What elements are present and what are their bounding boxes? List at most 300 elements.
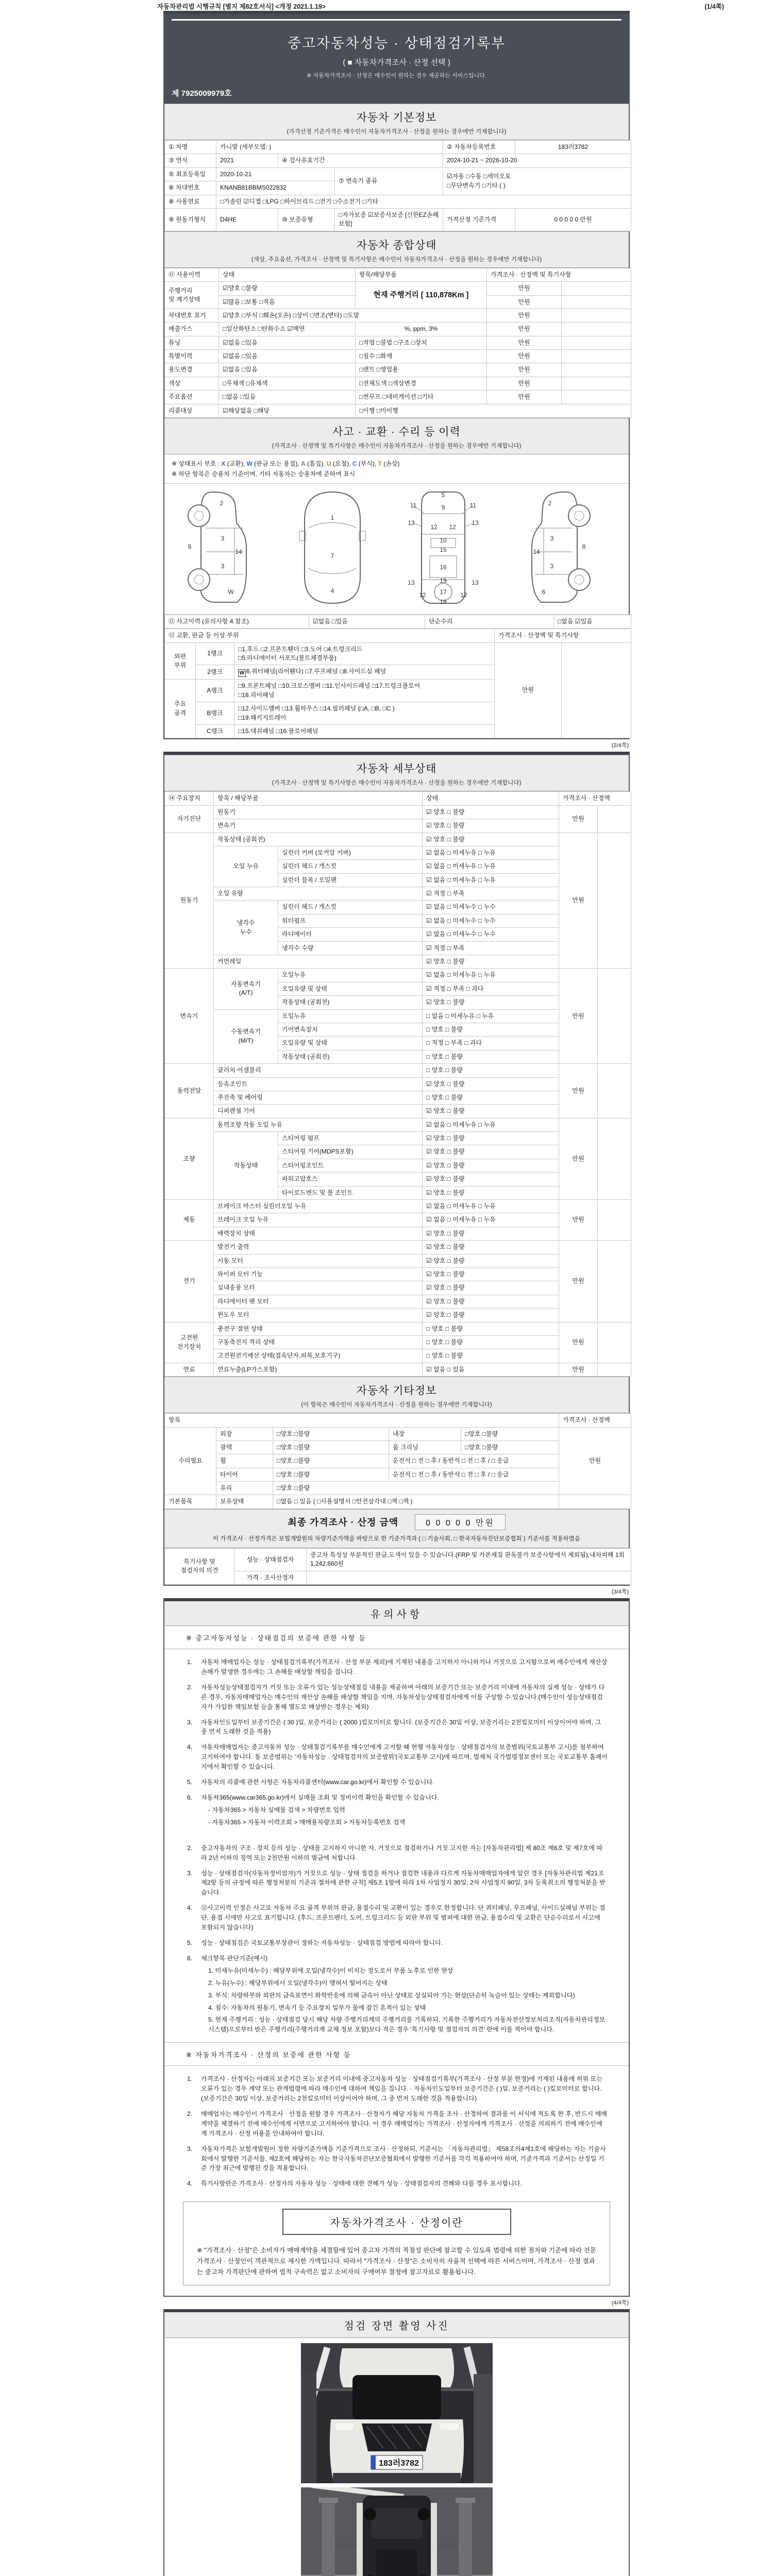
cell: 0 0 0 0 0 만원 <box>515 208 631 231</box>
plate-number: 183러3782 <box>515 141 631 154</box>
overall-table-mount <box>164 268 629 418</box>
cell: 가격조사 · 산정액 및 특기사항 <box>495 629 631 642</box>
cell: ⑭ 주요장치 <box>165 792 214 805</box>
check-cell: □ 양호 □ 불량 <box>423 1023 559 1036</box>
cell: 연료 <box>165 1363 214 1376</box>
cell: 오일누유 <box>278 969 423 982</box>
price-appraisal-definition-box <box>183 2201 610 2285</box>
diagram-label-12: 12 <box>448 523 456 531</box>
cell: 배력장치 상태 <box>214 1227 423 1240</box>
cell: 2024-10-21 ~ 2026-10-20 <box>443 154 631 167</box>
legend-segment: (판금 또는 용접), <box>252 460 301 468</box>
check-cell: ☑양호 □불량 <box>219 282 356 295</box>
check-cell: □침수 □화재 <box>356 350 487 363</box>
check-cell: □양호 □불량 <box>461 1440 559 1454</box>
check-cell: 운전석 □ 전 □ 후 / 동반석 □ 전 □ 후 / □ 응급 <box>389 1454 559 1468</box>
cell: 타이어 <box>216 1468 273 1481</box>
vin-value: KNANB81BBMS022832 <box>216 181 335 195</box>
notice-item-number: 4. <box>187 1743 193 1751</box>
cell: 실린더 커버 (로커암 커버) <box>278 846 423 859</box>
legend-segment: ※ 상태표시 부호 : <box>172 460 222 468</box>
check-cell: ☑없음 □있음 <box>309 615 425 628</box>
check-cell: ☑ 없음 □ 미세누수 □ 누수 <box>423 928 559 941</box>
diagram-label-11: 11 <box>410 501 416 509</box>
price-cell: 만원 <box>487 377 562 390</box>
cell: 상태 <box>423 792 559 805</box>
page2-box <box>163 752 630 1586</box>
notice-title: 유의사항 <box>164 1601 629 1626</box>
check-cell: ☑ 양호 □ 불량 <box>423 1186 559 1199</box>
cell: 구동축전지 격리 상태 <box>214 1335 423 1349</box>
panel-rank-table <box>164 629 631 738</box>
cell: 디퍼렌셜 기어 <box>214 1105 423 1118</box>
accident-history-table-mount <box>164 615 629 629</box>
cell: 항목 <box>165 1414 559 1427</box>
cell: 리콜대상 <box>165 404 219 417</box>
cell: 자기진단 <box>165 805 214 833</box>
notice-item-text: 매매업자는 매수인이 가격조사 · 산정을 원할 경우 가격조사 · 산정자가 해당 자동차 가격을 조사 · 산정하여 결과를 이 서식에 적도록 한 후, 반드시 매매계약을 체결하기 전에 매수인에게 서면으로 고지하여야 합니다. 이 경우 매매업자는 가격조사 · 산정자에게 가격조사 · 산정을 의뢰하기 전에 매수인에게 가격조사 · 산정 비용을 안내하여야 합니다. <box>201 2110 608 2137</box>
etc-table-mount <box>164 1413 629 1509</box>
cell <box>562 377 631 390</box>
diagram-label-8: 8 <box>582 543 585 550</box>
notice-item-text: 특기사항란은 가격조사 · 산정자의 자동차 성능 · 상태에 대한 견해가 성능 · 상태점검자의 견해와 다를 경우 표시합니다. <box>201 2180 523 2188</box>
cell: 스티어링 펌프 <box>278 1132 423 1145</box>
table-row <box>165 154 631 167</box>
diagram-label-14: 14 <box>532 548 540 555</box>
cell: 변속기 <box>214 819 423 833</box>
cell: 실린더 헤드 / 개스킷 <box>278 901 423 914</box>
cell: 보유상태 <box>216 1495 273 1509</box>
header-rule <box>172 19 621 21</box>
check-cell: □양호 □불량 <box>273 1440 389 1454</box>
cell: 주요 골격 <box>165 680 196 738</box>
diagram-label-13: 13 <box>471 519 479 527</box>
price-cell: 만원 <box>487 282 562 295</box>
cell: 가격조사 · 산정액 및 특기사항 <box>487 268 631 281</box>
cell: A랭크 <box>196 680 234 702</box>
notice-item-text: 중고자동차의 구조 · 장치 등의 성능 · 상태를 고지하지 아니한 자, 거짓으로 점검하거나 거짓 고지한 자는 [자동차관리법] 제 80조 제6호 및 제7호에 따라 2년 이하의 징역 또는 2천만원 이하의 벌금에 처합니다. <box>201 1844 603 1861</box>
cell: ⑬ 교환, 판금 등 이상 부위 <box>165 629 495 642</box>
cell: 상태 <box>219 268 356 281</box>
check-cell: ☑ 없음 □ 미세누수 □ 누수 <box>423 914 559 927</box>
cell: 등속조인트 <box>214 1077 423 1091</box>
cell: 2021 <box>216 154 278 167</box>
cell: 원동기 <box>214 805 423 819</box>
inspector-opinion-table <box>164 1548 631 1585</box>
price-cell: 만원 <box>559 1241 598 1322</box>
car-side-right-outline <box>532 492 590 602</box>
notice-intro-1: ※ 중고자동차성능 · 상태점검의 보증에 관한 사항 등 <box>164 1626 629 1649</box>
cell: 라디에이터 <box>278 928 423 941</box>
check-cell: □무채색 □유채색 <box>219 377 356 390</box>
page-marker-2: (2/4쪽) <box>611 742 629 749</box>
cell: ⑥ 차대번호 <box>165 181 216 195</box>
cell: 항목/해당부품 <box>356 268 487 281</box>
diagram-label-W: W <box>227 588 234 596</box>
cell: 타이로드엔드 및 볼 조인트 <box>278 1186 423 1199</box>
notice-item-text: 자동차 매매업자는 성능 · 상태점검기록부(가격조사 · 산정 부분 제외)에 기재된 내용을 고지하지 아니하거나 거짓으로 고지함으로써 매수인에게 재산상 손해가 발생한 경우에는 그 손해를 배상할 책임을 집니다. <box>201 1658 608 1675</box>
check-cell: □양호 □불량 <box>273 1454 389 1468</box>
page4-box <box>163 2309 630 2576</box>
diagram-label-13: 13 <box>471 579 479 586</box>
table-row <box>165 1548 631 1571</box>
notice-item-number: 3. <box>187 1718 193 1726</box>
cell: 광택 <box>216 1440 273 1454</box>
check-cell: ☑ 양호 □ 불량 <box>423 996 559 1009</box>
check-cell: □ 적정 □ 부족 □ 과다 <box>423 1037 559 1050</box>
diagram-label-18: 18 <box>439 598 447 605</box>
notice-item <box>187 1718 608 1737</box>
cell <box>598 969 631 1064</box>
diagram-label-11: 11 <box>469 501 476 509</box>
notice-item <box>187 2144 608 2174</box>
table-row <box>165 363 631 377</box>
check-cell: ☑ 양호 □ 불량 <box>423 955 559 969</box>
car-diagram-svg <box>173 487 621 611</box>
table-row <box>165 805 631 819</box>
cell: 외장 <box>216 1427 273 1440</box>
notice-item-text: 가격조사 · 산정자는 아래의 보증기간 또는 보증거리 이내에 중고자동차 성능 · 상태점검기록부(가격조사 · 산정 부분 한정)에 기재된 내용에 허위 또는 오류가 있는 경우 계약 또는 관계법령에 따라 매수인에 대하여 책임을 집니다. · 자동차인도일부터 보증기간은 ( )일, 보증거리는 ( )킬로미터로 합니다. (보증기간은 30일 이상, 보증거리는 2천킬로미터 이상이어야 하며, 그 중 먼저 도래한 것을 적용합니다) <box>201 2075 603 2103</box>
car-damage-diagram <box>164 484 629 615</box>
table-row <box>165 208 631 231</box>
cell <box>598 805 631 833</box>
notice-item-number: 3. <box>187 1869 193 1877</box>
notice-item <box>187 1954 608 2035</box>
legend-segment: (손상) <box>381 460 400 468</box>
overall-title: 자동차 종합상태 <box>356 239 437 251</box>
price-cell: 만원 <box>487 295 562 309</box>
check-cell: ☑ 양호 □ 불량 <box>423 1254 559 1267</box>
notice-list-c <box>164 2066 629 2196</box>
notice-sub-item: 2. 누유(누수) : 해당부위에서 오일(냉각수)이 맺혀서 떨어지는 상태 <box>208 1979 388 1987</box>
diagram-label-3: 3 <box>221 534 224 542</box>
regulation-text: 자동차관리법 시행규칙 [별지 제82호서식] <개정 2021.1.19> <box>157 3 326 10</box>
diagram-label-8: 8 <box>188 543 191 550</box>
cell <box>598 1241 631 1322</box>
cell: ⑦ 변속기 종류 <box>335 167 443 195</box>
table-row <box>165 141 631 154</box>
table-row <box>165 1241 631 1254</box>
cell: ⑨ 원동기형식 <box>165 208 216 231</box>
diagram-label-2: 2 <box>548 499 551 507</box>
diagram-label-4: 4 <box>330 587 334 595</box>
check-cell: 운전석 □ 전 □ 후 / 동반석 □ 전 □ 후 / □ 응급 <box>389 1468 559 1481</box>
cell: 유리 <box>216 1482 273 1495</box>
accident-notes <box>164 454 629 484</box>
check-cell: ☑ 양호 □ 불량 <box>423 1241 559 1254</box>
w-marked-checkbox: W <box>238 669 246 677</box>
cell: 원동기 <box>165 833 214 969</box>
price-cell: 만원 <box>487 391 562 404</box>
diagram-label-12: 12 <box>460 591 467 599</box>
cell: 오일유량 및 상태 <box>278 982 423 995</box>
cell: 변속기 <box>165 969 214 1064</box>
cell: 와이퍼 모터 기능 <box>214 1268 423 1281</box>
check-cell: □15.대쉬패널 □16.플로어패널 <box>234 724 495 738</box>
check-cell: ☑양호 □부식 □훼손(오손) □상이 □변조(변타) □도말 <box>219 309 487 322</box>
check-cell: ☑ 양호 □ 불량 <box>423 1077 559 1091</box>
cell: B랭크 <box>196 702 234 725</box>
panel-rank-table-mount <box>164 629 629 738</box>
top-view-labels <box>330 514 334 595</box>
cell: 동력조향 작동 오일 누유 <box>214 1118 423 1131</box>
notice-item-number: 3. <box>187 2145 193 2153</box>
notice-intro-2: ※ 자동차가격조사 · 산정의 보증에 관한 사항 등 <box>164 2042 629 2066</box>
notice-sub-item: - 자동차365 > 자동차 실매물 검색 > 차량번호 입력 <box>208 1806 345 1814</box>
cell: 오일누유 <box>278 1009 423 1023</box>
notice-item-number: 2. <box>187 2110 193 2117</box>
legend-segment: X <box>221 460 226 468</box>
table-row <box>165 969 631 982</box>
notice-item-text: 자동차의 리콜에 관한 사항은 자동차리콜센터(www.car.go.kr)에서 확인할 수 있습니다. <box>201 1778 434 1786</box>
check-cell: □ 양호 □ 불량 <box>423 1050 559 1063</box>
cell: %, ppm, 3% <box>356 323 487 336</box>
svg-text:183러3782: 183러3782 <box>378 2459 419 2468</box>
notice-item-number: 2. <box>187 1683 193 1691</box>
cell: 연료누출(LP가스포함) <box>214 1363 423 1376</box>
photo-underbody-on-lift <box>301 2487 493 2576</box>
notice-item-number: 1. <box>187 1658 193 1666</box>
check-cell: □ 양호 □ 불량 <box>423 1064 559 1077</box>
cell: ② 자동차등록번호 <box>443 141 515 154</box>
notice-item-number: 5. <box>187 1939 193 1946</box>
diagram-label-9: 9 <box>441 503 445 511</box>
cell: 작동상태 <box>214 1132 278 1200</box>
check-cell: □양호 □불량 <box>273 1468 389 1481</box>
cell: 시동 모터 <box>214 1254 423 1267</box>
check-cell: □없음 □ 있음 ( □사용설명서 □안전삼각대 □잭 □잭 ) <box>273 1495 559 1509</box>
cell: 스티어링조인트 <box>278 1159 423 1172</box>
notice-item <box>187 1742 608 1772</box>
cell: 내장 <box>389 1427 461 1440</box>
check-cell: □이행 □미이행 <box>356 404 631 417</box>
table-row <box>165 268 631 281</box>
check-cell: □12.사이드멤버 □13.휠하우스 □14.필러패널 (□A, □B, □C ) □19.패키지트레이 <box>234 702 495 725</box>
basic-info-band <box>164 104 629 140</box>
cell: 작동상태 (공회전) <box>278 996 423 1009</box>
cell: 브레이크 오일 누유 <box>214 1213 423 1227</box>
diagram-label-3: 3 <box>550 534 553 542</box>
check-cell: ☑없음 □있음 <box>219 350 356 363</box>
price-cell: 만원 <box>487 323 562 336</box>
diagram-label-12: 12 <box>418 591 426 599</box>
legend-segment: W <box>246 460 253 468</box>
cell: 스티어링 기어(MDPS포함) <box>278 1145 423 1159</box>
table-row <box>165 1322 631 1335</box>
accident-subtitle: (가격조사 · 산정액 및 특기사항은 매수인이 자동차가격조사 · 산정을 원하는 경우에만 기재합니다) <box>272 443 522 450</box>
cell: 기본품목 <box>165 1495 216 1509</box>
cell: ⑤ 최초등록일 <box>165 167 216 181</box>
legend-segment: A <box>301 460 306 468</box>
cell <box>598 1200 631 1241</box>
check-cell: ☑ 없음 □ 미세누유 □ 누유 <box>423 1200 559 1213</box>
definition-title: 자동차가격조사 · 산정이란 <box>282 2209 511 2235</box>
cell: 커먼레일 <box>214 955 423 969</box>
cell: 오일 누유 <box>214 846 278 887</box>
cell: 가격산정 기준가격 <box>443 208 515 231</box>
cell: 룸 크리닝 <box>389 1440 461 1454</box>
check-cell: □전체도색 □색상변경 <box>356 377 487 390</box>
diagram-label-13: 13 <box>407 519 415 527</box>
cell <box>562 391 631 404</box>
notice-item <box>187 1869 608 1898</box>
etc-title: 자동차 기타정보 <box>356 1385 437 1397</box>
legend-segment: (부식), <box>357 460 378 468</box>
cell: 윈도우 모터 <box>214 1309 423 1322</box>
check-cell: ☑ 없음 □ 미세누유 □ 누유 <box>423 1213 559 1227</box>
check-cell: □ 없음 □ 미세누유 □ 누유 <box>423 1009 559 1023</box>
notice-sub-item: 3. 부식: 차량하부와 외판의 금속표면이 화학반응에 의해 금속이 아닌 상태로 상실되어 가는 현상(단순히 녹슬어 있는 상태는 제외합니다) <box>208 1991 575 1999</box>
notice-item-text: 자동차가격은 보험개발원이 정한 차량기준가액을 기준가격으로 조사 · 산정하되, 기준서는 「자동차관리법」 제58조의4제1호에 해당하는 자는 기술사회에서 발행한 기준서를, 제2호에 해당하는 자는 한국자동차진단보증협회에서 발행한 기준서를 각각 적용하여야 하며, 기준가격과 기준서는 산정일 기준 가장 최근에 발행된 것을 적용합니다. <box>201 2145 606 2172</box>
table-row <box>165 323 631 336</box>
notice-item <box>187 1793 608 1827</box>
photo-front-hood-open <box>301 2343 493 2483</box>
check-cell: ☑ 양호 □ 불량 <box>423 819 559 833</box>
cell: 고전원 전기장치 <box>165 1322 214 1363</box>
table-row <box>165 792 631 805</box>
diagram-label-14: 14 <box>234 548 242 555</box>
price-cell: 만원 <box>559 1427 631 1495</box>
diagram-label-16: 16 <box>439 563 447 571</box>
cell: 카니발 (세부모델: ) <box>216 141 443 154</box>
notice-item-text: 자동차365(www.car365.go.kr)에서 실매물 조회 및 정비이력 확인을 확인할 수 있습니다. - 자동차365 > 자동차 실매물 검색 > 차량번호 입력 - 자동차365 > 자동차 이력조회 > 매매용차량조회 > 자동차등록번호 검색 <box>201 1793 608 1827</box>
cell <box>562 363 631 377</box>
cell: 배출가스 <box>165 323 219 336</box>
price-cell: 만원 <box>495 642 562 738</box>
table-row <box>165 336 631 349</box>
notice-item-number: 5. <box>187 1778 193 1786</box>
diagram-label-3: 3 <box>221 562 224 570</box>
etc-band <box>164 1377 629 1413</box>
cell: 외판 부위 <box>165 642 196 680</box>
check-cell: ☑ 없음 □ 미세누유 □ 누유 <box>423 873 559 887</box>
check-cell: □ 양호 □ 불량 <box>423 1091 559 1104</box>
detail-table-mount <box>164 791 629 1377</box>
table-row <box>165 350 631 363</box>
notice-item-number: 1. <box>187 2075 193 2083</box>
price-cell: 만원 <box>559 969 598 1064</box>
accident-band <box>164 418 629 454</box>
diagram-label-17: 17 <box>439 588 447 596</box>
table-row <box>165 1200 631 1213</box>
cell: 단순수리 <box>425 615 554 628</box>
cell: 수리필요 <box>165 1427 216 1495</box>
cell: 실린더 블록 / 오일팬 <box>278 873 423 887</box>
notice-sub-item: 4. 침수: 자동차의 원동기, 변속기 등 주요장치 일부가 물에 잠긴 흔적이 있는 상태 <box>208 2004 426 2011</box>
underbody-labels <box>408 492 479 605</box>
table-row <box>165 615 631 628</box>
notice-item-text: 자동차인도일부터 보증기간은 ( 30 )일, 보증거리는 ( 2000 )킬로미터로 합니다. (보증기간은 30일 이상, 보증거리는 2천킬로미터 이상이어야 하며, 그 중 먼저 도래한 것을 적용) <box>201 1718 601 1736</box>
table-row <box>165 1414 631 1427</box>
cell: 기어변속장치 <box>278 1023 423 1036</box>
check-cell: □양호 □불량 <box>461 1427 559 1440</box>
cell: 용도변경 <box>165 363 219 377</box>
cell: 주요옵션 <box>165 391 219 404</box>
table-row <box>165 1363 631 1376</box>
check-cell: ☑ 양호 □ 불량 <box>423 1295 559 1308</box>
check-cell: ☑ 적정 □ 부족 <box>423 941 559 955</box>
cell <box>598 1322 631 1363</box>
check-cell: ☑ 없음 □ 미세누수 □ 누수 <box>423 901 559 914</box>
legend-segment: (흠집), <box>305 460 327 468</box>
cell: 작동상태 (공회전) <box>278 1050 423 1063</box>
check-cell: □없음 ☑있음 <box>554 615 631 628</box>
check-cell: □가솔린 ☑디젤 □LPG □하이브리드 □전기 □수소전기 □기타 <box>216 195 631 208</box>
notice-item-text: 체크항목 판단기준(예시) 1. 미세누유(미세누수) : 해당부위에 오일(냉각수)이 비치는 정도로서 부품 노후로 인한 현상 2. 누유(누수) : 해당부위에서 오일(냉각수)이 맺혀서 떨어지는 상태 3. 부식: 차량하부와 외판의 금속표면이 화학반응에 의해 금속이 아닌 상태로 상실되어 가는 현상(단순히 녹슬어 있는 상태는 제외합니다) 4. 침수: 자동차의 원동기, 변속기 등 주요장치 일부가 물에 잠긴 흔적이 있는 상태 5. 현재 주행거리 : 성능 · 상태점검 당시 해당 차량 주행거리계의 주행거리를 기록하되, 기록한 주행거리가 자동차전산정보처리조직(자동차관리정보시스템)으로부터 받은 주행거리(주행거리계 교체 정보 포함)보다 적은 경우 '특기사항 및 점검자의 의견' 란에 이를 적어야 합니다. <box>201 1954 608 2035</box>
check-cell: ☑ 적정 □ 부족 <box>423 887 559 901</box>
cell: 수동변속기 (M/T) <box>214 1009 278 1064</box>
notice-list-b <box>164 1835 629 2043</box>
check-cell: ☑해당없음 □해당 <box>219 404 356 417</box>
cell: 오일 유량 <box>214 887 423 901</box>
cell: 자동변속기 (A/T) <box>214 969 278 1009</box>
diagram-label-5: 5 <box>441 491 445 499</box>
cell: 추진축 및 베어링 <box>214 1091 423 1104</box>
check-cell: ☑ 없음 □ 미세누유 □ 누유 <box>423 846 559 859</box>
check-cell: ☑ 양호 □ 불량 <box>423 1105 559 1118</box>
cell <box>562 350 631 363</box>
diagram-label-13: 13 <box>407 579 415 586</box>
cell <box>562 642 631 738</box>
opinion-table-mount <box>164 1548 629 1585</box>
detail-condition-table <box>164 791 631 1377</box>
odometer-value: 현재 주행거리 [ 110,878Km ] <box>356 282 487 309</box>
notice-item-text: ⑫사고이력 인정은 사고로 자동차 주요 골격 부위의 판금, 용접수리 및 교환이 있는 경우로 한정합니다. 단 쿼터패널, 루프패널, 사이드실패널 부위는 절단, 용접 시에만 사고로 표기합니다. (후드, 프론트펜더, 도어, 트렁크리드 등 외판 부위 및 범퍼에 대한 판금, 용접수리 및 교환은 단순수리로서 사고에 포함되지 않습니다) <box>201 1904 606 1931</box>
final-price-value: 0 0 0 0 0 만원 <box>415 1514 506 1530</box>
check-cell: ☑없음 □있음 <box>219 363 356 377</box>
price-cell: 만원 <box>559 833 598 969</box>
check-cell: □적법 □불법 □구조 □장치 <box>356 336 487 349</box>
car-side-left-view <box>188 492 246 602</box>
check-cell: ☑ 양호 □ 불량 <box>423 1159 559 1172</box>
check-cell: □일산화탄소 □탄화수소 ☑매연 <box>219 323 356 336</box>
table-row <box>165 195 631 208</box>
notice-sub-item: - 자동차365 > 자동차 이력조회 > 매매용차량조회 > 자동차등록번호 검색 <box>208 1818 406 1826</box>
cell <box>598 1363 631 1376</box>
notice-item <box>187 1777 608 1787</box>
price-cell: 만원 <box>487 336 562 349</box>
legend-segment: (교환), <box>225 460 247 468</box>
cell: 주행거리 및 계기상태 <box>165 282 219 309</box>
page-marker-4: (4/4쪽) <box>611 2299 629 2306</box>
table-row <box>165 391 631 404</box>
check-cell: □썬루프 □네비게이션 □기타 <box>356 391 487 404</box>
table-row <box>165 167 631 181</box>
cell: 특기사항 및 점검자의 의견 <box>165 1548 234 1584</box>
cell: 차대번호 표기 <box>165 309 219 322</box>
price-cell: 만원 <box>559 1200 598 1241</box>
cell: 고전원전기배선 상태(접속단자,피복,보호기구) <box>214 1349 423 1363</box>
cell: 실내송풍 모터 <box>214 1281 423 1295</box>
check-cell: ☑자동 □수동 □세미오토 □무단변속기 □기타 ( ) <box>443 167 631 195</box>
legend-segment: U <box>326 460 331 468</box>
notice-sub-item: 1. 미세누유(미세누수) : 해당부위에 오일(냉각수)이 비치는 정도로서 부품 노후로 인한 현상 <box>208 1967 453 1974</box>
cell: 브레이크 마스터 실린더오일 누유 <box>214 1200 423 1213</box>
diagram-label-12: 12 <box>430 523 438 531</box>
status-symbol-legend <box>172 459 621 469</box>
check-cell: ☑많음 □보통 □적음 <box>219 295 356 309</box>
diagram-label-3: 3 <box>550 562 553 570</box>
notice-sub-item: 5. 현재 주행거리 : 성능 · 상태점검 당시 해당 차량 주행거리계의 주행거리를 기록하되, 기록한 주행거리가 자동차전산정보처리조직(자동차관리정보시스템)으로부터 받은 주행거리(주행거리계 교체 정보 포함)보다 적은 경우 '특기사항 및 점검자의 의견' 란에 이를 적어야 합니다. <box>208 2016 606 2033</box>
legend-segment: T <box>378 460 382 468</box>
cell: 파워고압호스 <box>278 1173 423 1186</box>
cell: 냉각수 누수 <box>214 901 278 955</box>
check-cell: □9.프론트패널 □10.크로스멤버 □11.인사이드패널 □17.트렁크플로어 □18.리어패널 <box>234 680 495 702</box>
notice-list-a <box>164 1649 629 1835</box>
cell: 1랭크 <box>196 642 234 665</box>
car-underbody-view <box>408 492 479 605</box>
cell <box>562 309 631 322</box>
